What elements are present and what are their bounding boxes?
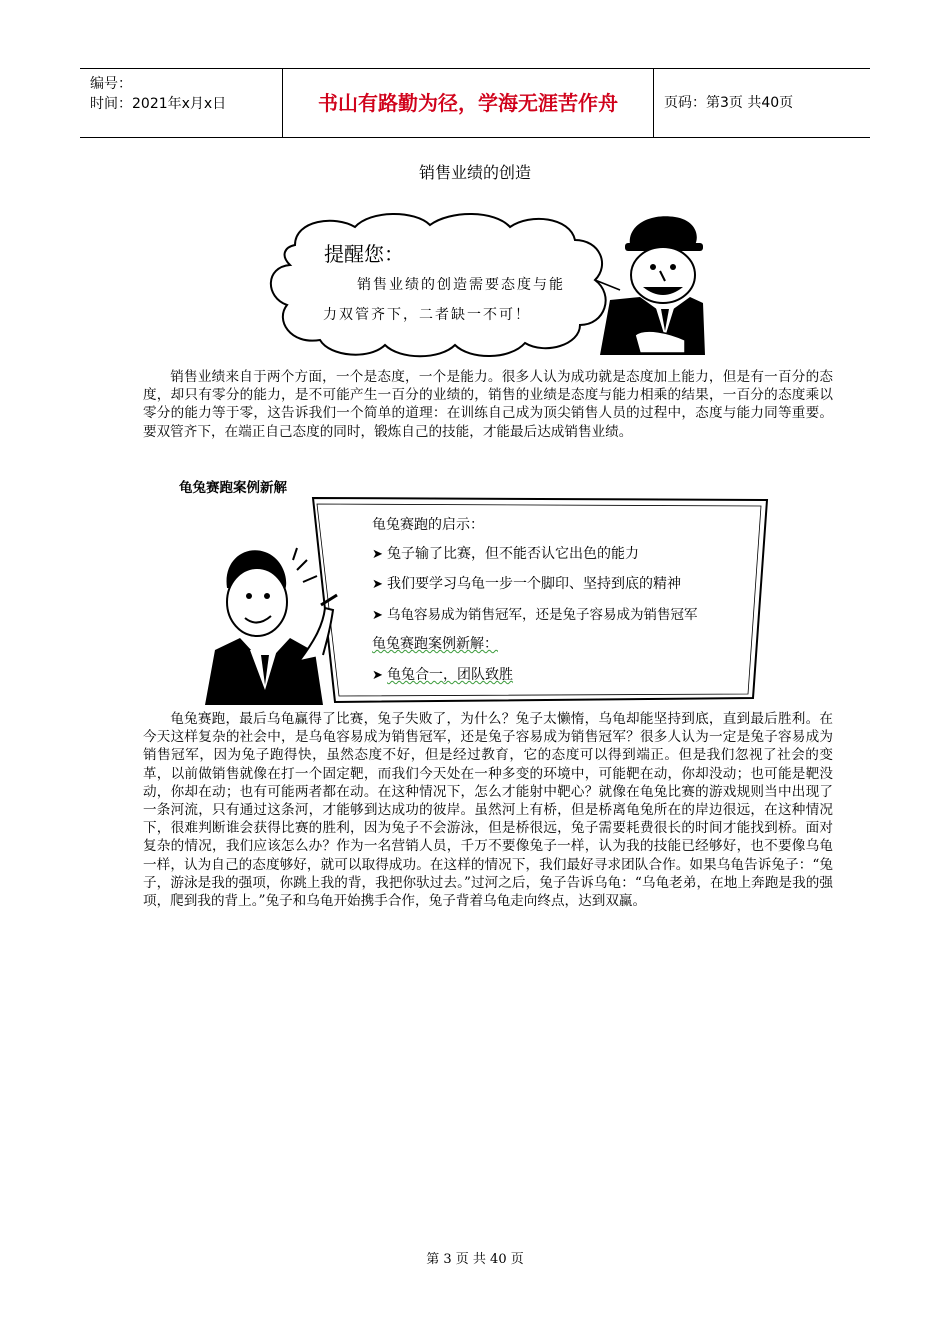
board-bullet-text: 乌龟容易成为销售冠军，还是兔子容易成为销售冠军: [387, 607, 698, 623]
document-number-label: 编号：: [90, 76, 132, 92]
document-date-label: 时间：2021年x月x日: [90, 96, 227, 112]
bullet-arrow-icon: ➤: [372, 668, 388, 683]
board-bullet-text: 我们要学习乌龟一步一个脚印、坚持到底的精神: [387, 576, 682, 592]
board-bullet-2: [372, 573, 681, 593]
board-heading-1: 龟兔赛跑的启示：: [372, 517, 484, 533]
businessman-drawing: [600, 216, 705, 355]
header-meta-cell: [80, 69, 283, 137]
header-page-label: 页码：第3页 共40页: [664, 95, 794, 111]
page-title: 销售业绩的创造: [418, 163, 531, 182]
board-heading-2: 龟兔赛跑案例新解：: [372, 636, 498, 652]
man-pointing-drawing: [205, 548, 337, 705]
bullet-arrow-icon: ➤: [372, 608, 388, 623]
board-bullet-4: [372, 664, 513, 684]
cloud-line-2: 力双管齐下，二者缺一不可！: [323, 307, 531, 323]
document-header: [80, 68, 870, 138]
page-footer: 第 3 页 共 40 页: [426, 1252, 524, 1267]
paragraph-tortoise-hare: 龟兔赛跑，最后乌龟赢得了比赛，兔子失败了，为什么？兔子太懒惰，乌龟却能坚持到底，直到最后胜利。在今天这样复杂的社会中，是乌龟容易成为销售冠军，还是兔子容易成为销售冠军？很多人认为一定是兔子容易成为销售冠军，因为兔子跑得快，虽然态度不好，但是经过教育，它的态度可以得到端正。但是我们忽视了社会的变革，以前做销售就像在打一个固定靶，而我们今天处在一种多变的环境中，可能靶在动，你却没动；也可能是靶没动，你却在动；也有可能两者都在动。在这种情况下，怎么才能射中靶心？就像在龟兔比赛的游戏规则当中出现了一条河流，只有通过这条河，才能够到达成功的彼岸。虽然河上有桥，但是桥离龟兔所在的岸边很远，在这种情况下，很难判断谁会获得比赛的胜利，因为兔子不会游泳，但是桥很远，兔子需要耗费很长的时间才能找到桥。面对复杂的情况，我们应该怎么办？作为一名营销人员，千万不要像兔子一样，认为我的技能已经够好，也不要像乌龟一样，认为自己的态度够好，就可以取得成功。在这样的情况下，我们最好寻求团队合作。如果乌龟告诉兔子：“兔子，游泳是我的强项，你跳上我的背，我把你驮过去。”过河之后，兔子告诉乌龟：“乌龟老弟，在地上奔跑是我的强项，爬到我的背上。”兔子和乌龟开始携手合作，兔子背着乌龟走向终点，达到双赢。: [143, 711, 833, 910]
bullet-arrow-icon: ➤: [372, 547, 388, 562]
cloud-line-1: 销售业绩的创造需要态度与能: [357, 277, 565, 293]
cloud-heading: 提醒您：: [324, 242, 404, 266]
header-motto: 书山有路勤为径，学海无涯苦作舟: [283, 69, 654, 137]
board-bullet-text: 龟兔合一，团队致胜: [387, 667, 514, 683]
paragraph-attitude-ability: 销售业绩来自于两个方面，一个是态度，一个是能力。很多人认为成功就是态度加上能力，但是有一百分的态度，却只有零分的能力，是不可能产生一百分的业绩的，销售的业绩是态度与能力相乘的结果，一百分的态度乘以零分的能力等于零，这告诉我们一个简单的道理：在训练自己成为顶尖销售人员的过程中，态度与能力同等重要。要双管齐下，在端正自己态度的同时，锻炼自己的技能，才能最后达成销售业绩。: [143, 369, 833, 440]
board-bullet-1: [372, 543, 639, 563]
section-subheading: 龟兔赛跑案例新解: [179, 480, 287, 496]
bullet-arrow-icon: ➤: [372, 577, 388, 592]
board-bullet-3: [372, 603, 698, 623]
board-bullet-text: 兔子输了比赛，但不能否认它出色的能力: [387, 546, 640, 562]
